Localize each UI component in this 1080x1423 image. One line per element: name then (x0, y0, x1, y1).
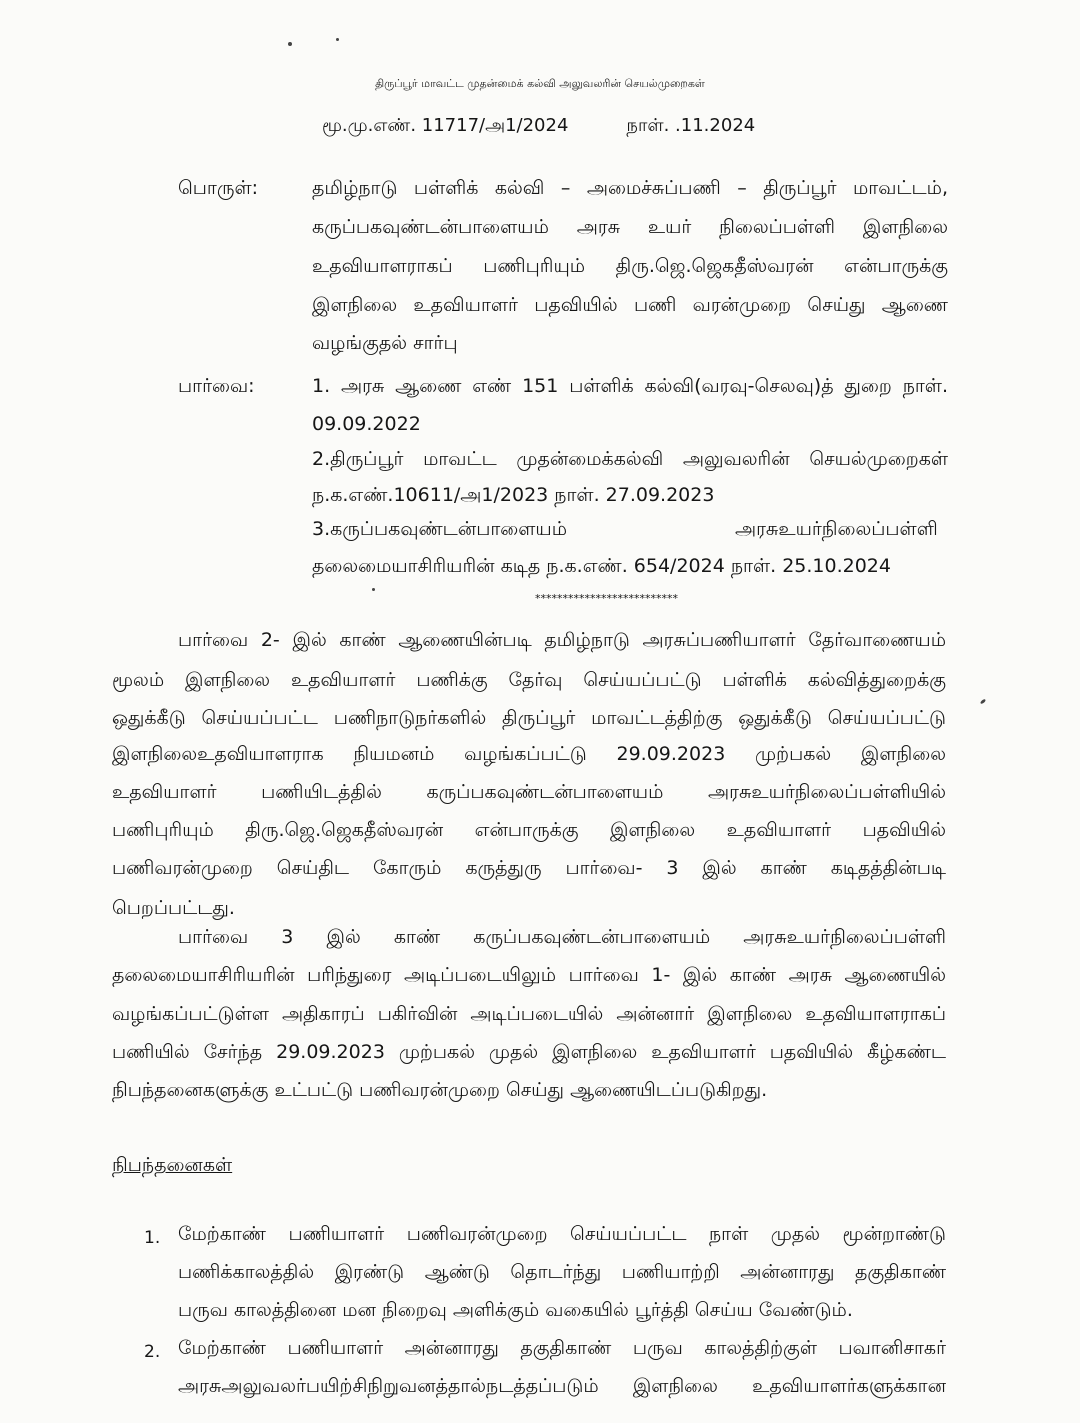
paragraph-line: பணிவரன்முறை செய்திட கோரும் கருத்துரு பார்வை- 3 இல் காண் கடிதத்தின்படி (112, 857, 946, 879)
reference-item: 1. அரசு ஆணை எண் 151 பள்ளிக் கல்வி(வரவு-செலவு)த் துறை நாள். (312, 375, 948, 397)
paragraph-line: பார்வை 3 இல் காண் கருப்பகவுண்டன்பாளையம் அரசுஉயர்நிலைப்பள்ளி (178, 926, 946, 948)
reference-item: ந.க.எண்.10611/அ1/2023 நாள். 27.09.2023 (312, 484, 715, 506)
scan-speck (980, 698, 987, 704)
paragraph-line: வழங்கப்பட்டுள்ள அதிகாரப் பகிர்வின் அடிப்படையில் அன்னார் இளநிலை உதவியாளராகப் (112, 1003, 946, 1025)
subject-line: கருப்பகவுண்டன்பாளையம் அரசு உயர் நிலைப்பள்ளி இளநிலை (312, 216, 948, 238)
condition-line: பருவ காலத்தினை மன நிறைவு அளிக்கும் வகையில் பூர்த்தி செய்ய வேண்டும். (178, 1299, 853, 1321)
reference-item: 3.கருப்பகவுண்டன்பாளையம் (312, 518, 567, 540)
paragraph-line: பார்வை 2- இல் காண் ஆணையின்படி தமிழ்நாடு அரசுப்பணியாளர் தேர்வாணையம் (178, 629, 946, 651)
scan-speck (372, 588, 375, 591)
paragraph-line: உதவியாளர் பணியிடத்தில் கருப்பகவுண்டன்பாளையம் அரசுஉயர்நிலைப்பள்ளியில் (112, 781, 946, 803)
paragraph-line: தலைமையாசிரியரின் பரிந்துரை அடிப்படையிலும் பார்வை 1- இல் காண் அரசு ஆணையில் (112, 964, 946, 986)
scan-speck (288, 42, 292, 46)
paragraph-line: நிபந்தனைகளுக்கு உட்பட்டு பணிவரன்முறை செய்து ஆணையிடப்படுகிறது. (112, 1079, 768, 1101)
reference-item: அரசுஉயர்நிலைப்பள்ளி (735, 518, 938, 540)
references-label: பார்வை: (178, 375, 255, 397)
subject-line: தமிழ்நாடு பள்ளிக் கல்வி – அமைச்சுப்பணி – திருப்பூர் மாவட்டம், (312, 177, 948, 199)
condition-line: மேற்காண் பணியாளர் அன்னாரது தகுதிகாண் பருவ காலத்திற்குள் பவானிசாகர் (178, 1337, 946, 1359)
subject-line: இளநிலை உதவியாளர் பதவியில் பணி வரன்முறை செய்து ஆணை (312, 294, 948, 316)
reference-item: தலைமையாசிரியரின் கடித ந.க.எண். 654/2024 நாள். 25.10.2024 (312, 555, 891, 577)
paragraph-line: மூலம் இளநிலை உதவியாளர் பணிக்கு தேர்வு செய்யப்பட்டு பள்ளிக் கல்வித்துறைக்கு (112, 669, 946, 691)
reference-item: 2.திருப்பூர் மாவட்ட முதன்மைக்கல்வி அலுவலரின் செயல்முறைகள் (312, 448, 948, 470)
condition-number: 1. (144, 1228, 161, 1248)
document-date: நாள். .11.2024 (626, 115, 756, 136)
paragraph-line: பணிபுரியும் திரு.ஜெ.ஜெகதீஸ்வரன் என்பாருக்கு இளநிலை உதவியாளர் பதவியில் (112, 819, 946, 841)
document-title: திருப்பூர் மாவட்ட முதன்மைக் கல்வி அலுவலரின் செயல்முறைகள் (375, 77, 705, 90)
paragraph-line: ஒதுக்கீடு செய்யப்பட்ட பணிநாடுநர்களில் திருப்பூர் மாவட்டத்திற்கு ஒதுக்கீடு செய்யப்பட்டு (112, 707, 946, 729)
condition-line: மேற்காண் பணியாளர் பணிவரன்முறை செய்யப்பட்ட நாள் முதல் மூன்றாண்டு (178, 1223, 946, 1245)
subject-line: வழங்குதல் சார்பு (312, 332, 458, 354)
conditions-heading: நிபந்தனைகள் (112, 1154, 233, 1176)
subject-line: உதவியாளராகப் பணிபுரியும் திரு.ஜெ.ஜெகதீஸ்வரன் என்பாருக்கு (312, 255, 948, 277)
paragraph-line: இளநிலைஉதவியாளராக நியமனம் வழங்கப்பட்டு 29.09.2023 முற்பகல் இளநிலை (112, 743, 946, 765)
paragraph-line: பெறப்பட்டது. (112, 897, 235, 919)
reference-item: 09.09.2022 (312, 413, 421, 435)
condition-number: 2. (144, 1342, 161, 1362)
condition-line: அரசுஅலுவலர்பயிற்சிநிறுவனத்தால்நடத்தப்படும் இளநிலை உதவியாளர்களுக்கான (178, 1375, 946, 1397)
reference-number: மூ.மு.எண். 11717/அ1/2024 (322, 115, 569, 136)
paragraph-line: பணியில் சேர்ந்த 29.09.2023 முற்பகல் முதல் இளநிலை உதவியாளர் பதவியில் கீழ்கண்ட (112, 1041, 946, 1063)
subject-label: பொருள்: (178, 177, 259, 199)
separator: ************************** (535, 592, 678, 605)
condition-line: பணிக்காலத்தில் இரண்டு ஆண்டு தொடர்ந்து பணியாற்றி அன்னாரது தகுதிகாண் (178, 1261, 946, 1283)
scan-speck (336, 38, 339, 41)
reference-line (322, 114, 755, 138)
